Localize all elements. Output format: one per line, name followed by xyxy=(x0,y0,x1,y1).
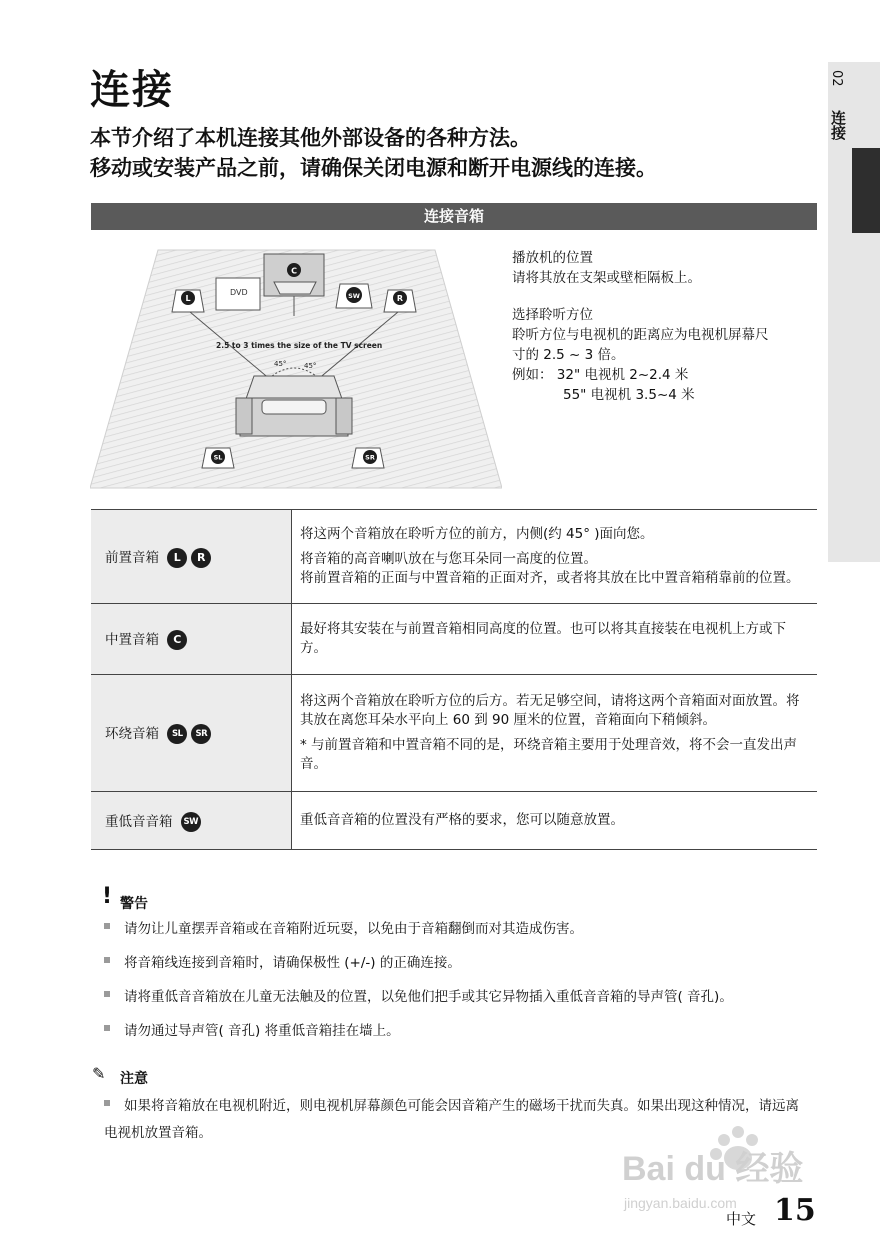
subtitle-line-1: 本节介绍了本机连接其他外部设备的各种方法。 xyxy=(90,126,531,150)
surround-right-speaker xyxy=(352,448,384,468)
speaker-name-cell xyxy=(91,604,292,675)
bullet-icon xyxy=(104,1025,110,1031)
subtitle-line-2: 移动或安装产品之前，请确保关闭电源和断开电源线的连接。 xyxy=(90,156,657,180)
speaker-desc: 重低音音箱的位置没有严格的要求，您可以随意放置。 xyxy=(300,812,624,828)
chapter-side-tab-marker xyxy=(852,148,880,233)
table-row xyxy=(91,604,817,675)
speaker-badge-icon: SW xyxy=(181,812,201,832)
speaker-badge-icon: C xyxy=(167,630,187,650)
speaker-desc: 将这两个音箱放在聆听方位的前方，内侧(约 45° )面向您。 xyxy=(300,526,654,542)
note-title: 注意 xyxy=(120,1071,148,1087)
center-speaker xyxy=(264,254,324,296)
example-32: 例如： 32" 电视机 2~2.4 米 xyxy=(512,367,689,383)
speaker-badge-icon: R xyxy=(191,548,211,568)
listening-heading: 选择聆听方位 xyxy=(512,307,593,323)
speaker-badge-icon: SR xyxy=(191,724,211,744)
bullet-icon xyxy=(104,991,110,997)
page-number: 15 xyxy=(774,1193,816,1228)
speaker-table xyxy=(91,509,817,850)
subwoofer-speaker xyxy=(336,284,372,308)
speaker-placement-diagram xyxy=(90,248,502,490)
chapter-label: 连接 xyxy=(829,110,847,140)
page-title: 连接 xyxy=(90,67,174,113)
speaker-desc: 将音箱的高音喇叭放在与您耳朵同一高度的位置。 将前置音箱的正面与中置音箱的正面对齐，或者将其放在比中置音箱稍靠前的位置。 xyxy=(300,551,800,586)
warning-item: 请勿通过导声管( 音孔) 将重低音箱挂在墙上。 xyxy=(104,1018,814,1045)
player-position-block xyxy=(512,248,701,288)
warning-item: 请勿让儿童摆弄音箱或在音箱附近玩耍，以免由于音箱翻倒而对其造成伤害。 xyxy=(104,916,814,943)
speaker-name: 重低音音箱 xyxy=(105,813,173,830)
listening-text-2: 寸的 2.5 ~ 3 倍。 xyxy=(512,347,625,363)
warning-icon: ! xyxy=(102,884,113,909)
svg-text:45°: 45° xyxy=(274,360,287,368)
svg-text:L: L xyxy=(185,294,191,303)
watermark-url: jingyan.baidu.com xyxy=(624,1195,737,1211)
speaker-name: 环绕音箱 xyxy=(105,726,159,742)
table-row xyxy=(91,510,817,604)
speaker-badge-icon: L xyxy=(167,548,187,568)
bullet-icon xyxy=(104,1100,110,1106)
svg-text:SW: SW xyxy=(348,292,360,300)
bullet-icon xyxy=(104,957,110,963)
svg-text:DVD: DVD xyxy=(230,288,248,297)
warning-title: 警告 xyxy=(120,896,148,912)
footer-language: 中文 xyxy=(726,1210,757,1228)
pencil-icon: ✎ xyxy=(92,1064,106,1083)
player-heading: 播放机的位置 xyxy=(512,250,593,266)
speaker-badge-icon: SL xyxy=(167,724,187,744)
warning-item: 请将重低音音箱放在儿童无法触及的位置，以免他们把手或其它异物插入重低音音箱的导声管( 音孔)。 xyxy=(104,984,814,1011)
example-55: 55" 电视机 3.5~4 米 xyxy=(563,387,695,403)
svg-text:SR: SR xyxy=(365,453,375,462)
svg-text:R: R xyxy=(396,294,404,303)
speaker-name-cell xyxy=(91,792,292,850)
listening-sofa xyxy=(236,376,352,436)
speaker-name-cell xyxy=(91,675,292,792)
speaker-desc-cell xyxy=(292,510,818,604)
speaker-desc-cell xyxy=(292,792,818,850)
table-row xyxy=(91,792,817,850)
section-title-bar: 连接音箱 xyxy=(91,203,817,230)
svg-text:SL: SL xyxy=(213,453,223,462)
dvd-player xyxy=(216,278,260,310)
speaker-desc-cell xyxy=(292,604,818,675)
distance-label: 2.5 to 3 times the size of the TV screen xyxy=(216,341,383,350)
listening-text: 聆听方位与电视机的距离应为电视机屏幕尺 xyxy=(512,327,769,343)
svg-text:C: C xyxy=(291,266,297,276)
warning-item: 将音箱线连接到音箱时，请确保极性 (+/-) 的正确连接。 xyxy=(104,950,814,977)
note-item: 如果将音箱放在电视机附近，则电视机屏幕颜色可能会因音箱产生的磁场干扰而失真。如果出现这种情况，请远离电视机放置音箱。 xyxy=(104,1098,799,1141)
speaker-desc: 将这两个音箱放在聆听方位的后方。若无足够空间，请将这两个音箱面对面放置。将其放在离您耳朵水平向上 60 到 90 厘米的位置，音箱面向下稍倾斜。 xyxy=(300,693,800,728)
listening-position-block xyxy=(512,305,769,405)
front-left-speaker xyxy=(172,290,204,312)
watermark-brand: Bai du 经验 xyxy=(622,1150,804,1188)
svg-text:45°: 45° xyxy=(304,362,317,370)
bullet-icon xyxy=(104,923,110,929)
front-right-speaker xyxy=(384,290,416,312)
speaker-desc: 最好将其安装在与前置音箱相同高度的位置。也可以将其直接装在电视机上方或下方。 xyxy=(300,621,786,656)
speaker-desc-cell xyxy=(292,675,818,792)
speaker-note: * 与前置音箱和中置音箱不同的是，环绕音箱主要用于处理音效，将不会一直发出声音。 xyxy=(300,737,798,772)
player-text: 请将其放在支架或壁柜隔板上。 xyxy=(512,270,701,286)
speaker-name: 前置音箱 xyxy=(105,549,159,566)
speaker-name: 中置音箱 xyxy=(105,632,159,648)
chapter-number: 02 xyxy=(829,70,844,87)
surround-left-speaker xyxy=(202,448,234,468)
table-row xyxy=(91,675,817,792)
speaker-name-cell xyxy=(91,510,292,604)
